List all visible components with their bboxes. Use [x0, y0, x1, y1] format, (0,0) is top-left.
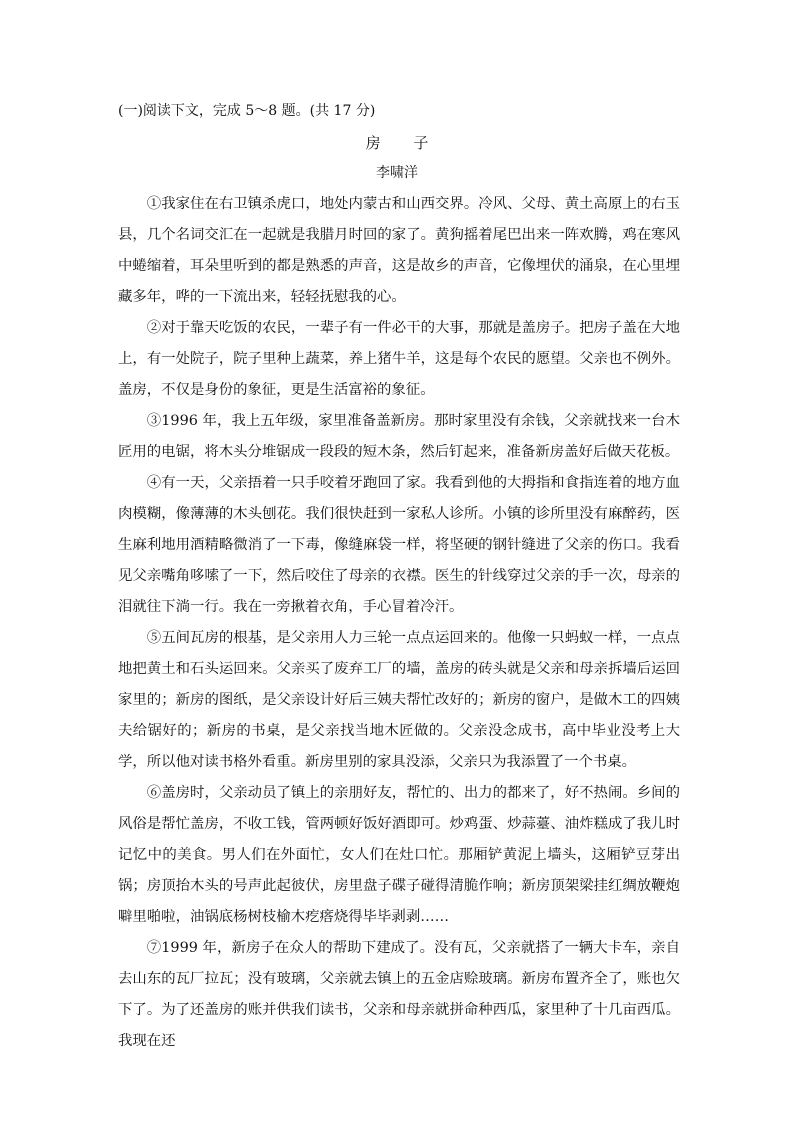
paragraph-3: ③1996 年，我上五年级，家里准备盖新房。那时家里没有余钱，父亲就找来一台木匠用的电锯，将木头分堆锯成一段段的短木条，然后钉起来，准备新房盖好后做天花板。	[118, 413, 680, 460]
paragraph-7: ⑦1999 年，新房子在众人的帮助下建成了。没有瓦，父亲就搭了一辆大卡车，亲自去山东的瓦厂拉瓦；没有玻璃，父亲就去镇上的五金店赊玻璃。新房布置齐全了，账也欠下了。为了还盖房的账并供我们读书，父亲和母亲就拼命种西瓜，家里种了十几亩西瓜。我现在还	[118, 940, 680, 1049]
article-author: 李啸洋	[376, 165, 418, 181]
section-intro: (一)阅读下文，完成 5～8 题。(共 17 分)	[118, 103, 376, 119]
paragraph-6: ⑥盖房时，父亲动员了镇上的亲朋好友，帮忙的、出力的都来了，好不热闹。乡间的风俗是帮忙盖房，不收工钱，管两顿好饭好酒即可。炒鸡蛋、炒蒜薹、油炸糕成了我儿时记忆中的美食。男人们在外面忙，女人们在灶口忙。那厢铲黄泥上墙头，这厢铲豆芽出锅；房顶抬木头的号声此起彼伏，房里盘子碟子碰得清脆作响；新房顶架梁挂红绸放鞭炮噼里啪啦，油锅底杨树枝榆木疙瘩烧得毕毕剥剥……	[118, 785, 680, 925]
article-title: 房 子	[365, 134, 443, 152]
article-body	[118, 189, 680, 1057]
paragraph-5: ⑤五间瓦房的根基，是父亲用人力三轮一点点运回来的。他像一只蚂蚁一样，一点点地把黄土和石头运回来。父亲买了废弃工厂的墙，盖房的砖头就是父亲和母亲拆墙后运回家里的；新房的图纸，是父亲设计好后三姨夫帮忙改好的；新房的窗户，是做木工的四姨夫给锯好的；新房的书桌，是父亲找当地木匠做的。父亲没念成书，高中毕业没考上大学，所以他对读书格外看重。新房里别的家具没添，父亲只为我添置了一个书桌。	[118, 630, 680, 770]
paragraph-1: ①我家住在右卫镇杀虎口，地处内蒙古和山西交界。冷风、父母、黄土高原上的右玉县，几个名词交汇在一起就是我腊月时回的家了。黄狗摇着尾巴出来一阵欢腾，鸡在寒风中蜷缩着，耳朵里听到的都是熟悉的声音，这是故乡的声音，它像埋伏的涌泉，在心里埋藏多年，哗的一下流出来，轻轻抚慰我的心。	[118, 196, 680, 305]
paragraph-2: ②对于靠天吃饭的农民，一辈子有一件必干的大事，那就是盖房子。把房子盖在大地上，有一处院子，院子里种上蔬菜，养上猪牛羊，这是每个农民的愿望。父亲也不例外。盖房，不仅是身份的象征，更是生活富裕的象征。	[118, 320, 680, 398]
paragraph-4: ④有一天，父亲捂着一只手咬着牙跑回了家。我看到他的大拇指和食指连着的地方血肉模糊，像薄薄的木头刨花。我们很快赶到一家私人诊所。小镇的诊所里没有麻醉药，医生麻利地用酒精略微消了一下毒，像缝麻袋一样，将坚硬的钢针缝进了父亲的伤口。我看见父亲嘴角哆嗦了一下，然后咬住了母亲的衣襟。医生的针线穿过父亲的手一次，母亲的泪就往下淌一行。我在一旁揪着衣角，手心冒着冷汗。	[118, 475, 680, 615]
